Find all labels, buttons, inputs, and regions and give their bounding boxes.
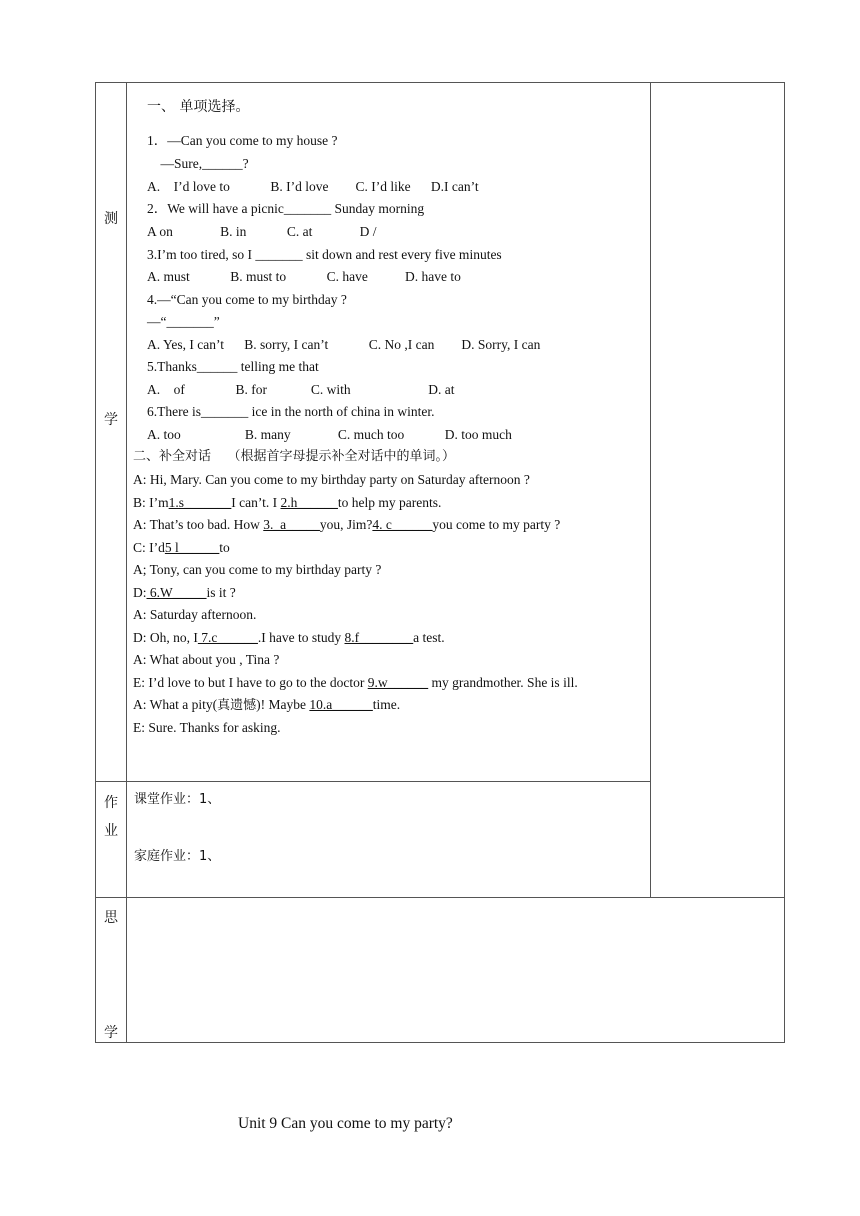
answer-blank: 10.a______ [309, 697, 373, 712]
right-column-divider [650, 82, 651, 898]
question-line: 4.—“Can you come to my birthday ? [147, 292, 347, 307]
dialogue-text: .I have to study [257, 630, 345, 645]
dialogue-text: )! Maybe [256, 697, 310, 712]
row-divider-test-homework [95, 781, 651, 782]
dialogue-text: to help my parents. [337, 495, 442, 510]
classwork-label: 课堂作业：1、 [134, 792, 221, 807]
dialogue-text: 真遗憾 [217, 698, 257, 713]
dialogue-text: a test. [413, 630, 445, 645]
table-border-right [784, 82, 785, 1043]
dialogue-text: I can’t. I [231, 495, 281, 510]
dialogue-text: is it ? [206, 585, 236, 600]
dialogue-line [133, 630, 445, 646]
question-line: 2．We will have a picnic_______ Sunday morning [147, 201, 425, 216]
dialogue-line: A; Tony, can you come to my birthday party ? [133, 562, 382, 577]
dialogue-text: you come to my party ? [432, 517, 561, 532]
answer-blank: 5 l______ [164, 540, 220, 555]
side-label-test-top: 测 [104, 212, 118, 227]
dialogue-text: E: I’d love to but I have to go to the doctor [133, 675, 368, 690]
question-line: 1．—Can you come to my house ? [147, 133, 338, 148]
table-border-bottom [95, 1042, 785, 1043]
dialogue-line [133, 585, 236, 601]
dialogue-text: my grandmother. She is ill. [428, 675, 578, 690]
dialogue-line [133, 675, 578, 691]
answer-blank: 7.c______ [197, 630, 258, 645]
dialogue-text: D: [133, 585, 147, 600]
side-label-reflection-bottom: 学 [104, 1026, 118, 1041]
question-line: A. I’d love to B. I’d love C. I’d like D.I can’t [147, 179, 479, 194]
answer-blank: 3._a_____ [263, 517, 320, 532]
section2-heading: 二、补全对话 （根据首字母提示补全对话中的单词。） [133, 449, 456, 464]
side-label-reflection-top: 思 [104, 911, 118, 926]
answer-blank: 4. c______ [372, 517, 433, 532]
dialogue-text: C: I’d [133, 540, 165, 555]
answer-blank: 2.h______ [280, 495, 338, 510]
question-line: A. must B. must to C. have D. have to [147, 269, 461, 284]
answer-blank: 9.w______ [367, 675, 429, 690]
question-line: 6.There is_______ ice in the north of china in winter. [147, 404, 435, 419]
dialogue-line [133, 540, 230, 556]
dialogue-text: A: That’s too bad. How [133, 517, 264, 532]
answer-blank: 6.W_____ [146, 585, 207, 600]
question-line: A on B. in C. at D / [147, 224, 377, 239]
label-column-divider [126, 82, 127, 1043]
question-line: 5.Thanks______ telling me that [147, 359, 319, 374]
question-line: —“_______” [147, 314, 220, 329]
side-label-homework-bottom: 业 [104, 824, 118, 839]
answer-blank: 1.s_______ [168, 495, 232, 510]
answer-blank: 8.f________ [344, 630, 414, 645]
dialogue-text: D: Oh, no, I [133, 630, 198, 645]
table-border-top [95, 82, 785, 83]
dialogue-line [133, 495, 441, 511]
section1-heading: 一、 单项选择。 [147, 99, 250, 115]
dialogue-line: A: Saturday afternoon. [133, 607, 257, 622]
dialogue-line: E: Sure. Thanks for asking. [133, 720, 281, 735]
dialogue-line: A: Hi, Mary. Can you come to my birthday party on Saturday afternoon ? [133, 472, 530, 487]
side-label-homework-top: 作 [104, 796, 118, 811]
question-line: —Sure,______? [147, 156, 249, 171]
row-divider-homework-reflection [95, 897, 785, 898]
dialogue-text: to [219, 540, 230, 555]
table-border-left [95, 82, 96, 1043]
dialogue-text: you, Jim? [319, 517, 373, 532]
question-line: 3.I’m too tired, so I _______ sit down and rest every five minutes [147, 247, 502, 262]
dialogue-line: A: What about you , Tina ? [133, 652, 280, 667]
unit-title: Unit 9 Can you come to my party? [238, 1115, 453, 1132]
question-line: A. of B. for C. with D. at [147, 382, 455, 397]
dialogue-line [133, 517, 560, 533]
dialogue-text: B: I’m [133, 495, 169, 510]
dialogue-line [133, 697, 400, 714]
question-line: A. too B. many C. much too D. too much [147, 427, 512, 442]
dialogue-text: time. [372, 697, 401, 712]
side-label-test-bottom: 学 [104, 413, 118, 428]
dialogue-text: A: What a pity( [133, 697, 218, 712]
homework-label: 家庭作业：1、 [134, 849, 221, 864]
question-line: A. Yes, I can’t B. sorry, I can’t C. No ,I can D. Sorry, I can [147, 337, 541, 352]
